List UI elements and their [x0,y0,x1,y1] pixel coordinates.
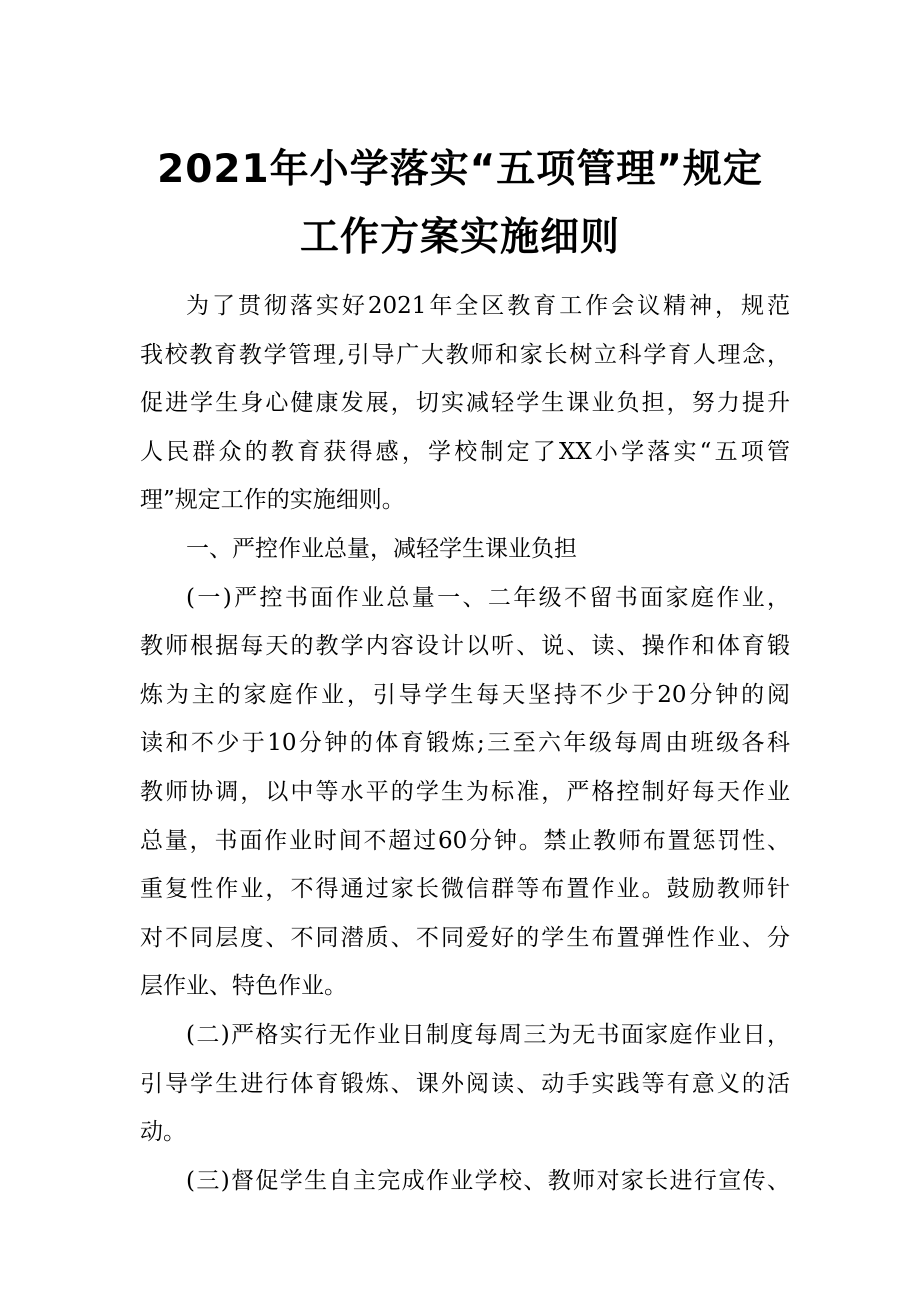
body-line: 引导学生进行体育锻炼、课外阅读、动手实践等有意义的活 [140,1070,790,1097]
body-line: 读和不少于10分钟的体育锻炼;三至六年级每周由班级各科 [140,730,790,757]
body-line: 我校教育教学管理,引导广大教师和家长树立科学育人理念， [140,341,790,368]
body-line: 促进学生身心健康发展，切实减轻学生课业负担，努力提升 [140,390,790,417]
body-line: 对不同层度、不同潜质、不同爱好的学生布置弹性作业、分 [140,924,790,951]
section-heading: 一、严控作业总量，减轻学生课业负担 [186,535,577,562]
body-line: 炼为主的家庭作业，引导学生每天坚持不少于20分钟的阅 [140,681,790,708]
body-line: 重复性作业，不得通过家长微信群等布置作业。鼓励教师针 [140,876,790,903]
document-title-line-2: 工作方案实施细则 [299,215,620,260]
body-line: (三)督促学生自主完成作业学校、教师对家长进行宣传、 [186,1167,790,1194]
body-line: 为了贯彻落实好2021年全区教育工作会议精神，规范 [186,293,790,319]
body-line: 层作业、特色作业。 [140,973,347,1000]
body-line: 动。 [140,1119,186,1146]
body-line: 教师根据每天的教学内容设计以听、说、读、操作和体育锻 [140,633,790,660]
body-line: 人民群众的教育获得感，学校制定了XX小学落实“五项管 [140,438,790,465]
document-body [140,282,790,1205]
body-line: 总量，书面作业时间不超过60分钟。禁止教师布置惩罚性、 [140,827,790,854]
body-line: 理”规定工作的实施细则。 [140,487,405,514]
body-line: (一)严控书面作业总量一、二年级不留书面家庭作业， [186,584,790,611]
body-line: (二)严格实行无作业日制度每周三为无书面家庭作业日， [186,1021,790,1048]
body-line: 教师协调，以中等水平的学生为标准，严格控制好每天作业 [140,778,790,805]
document-title-line-1: 2021年小学落实“五项管理”规定 [157,147,763,192]
